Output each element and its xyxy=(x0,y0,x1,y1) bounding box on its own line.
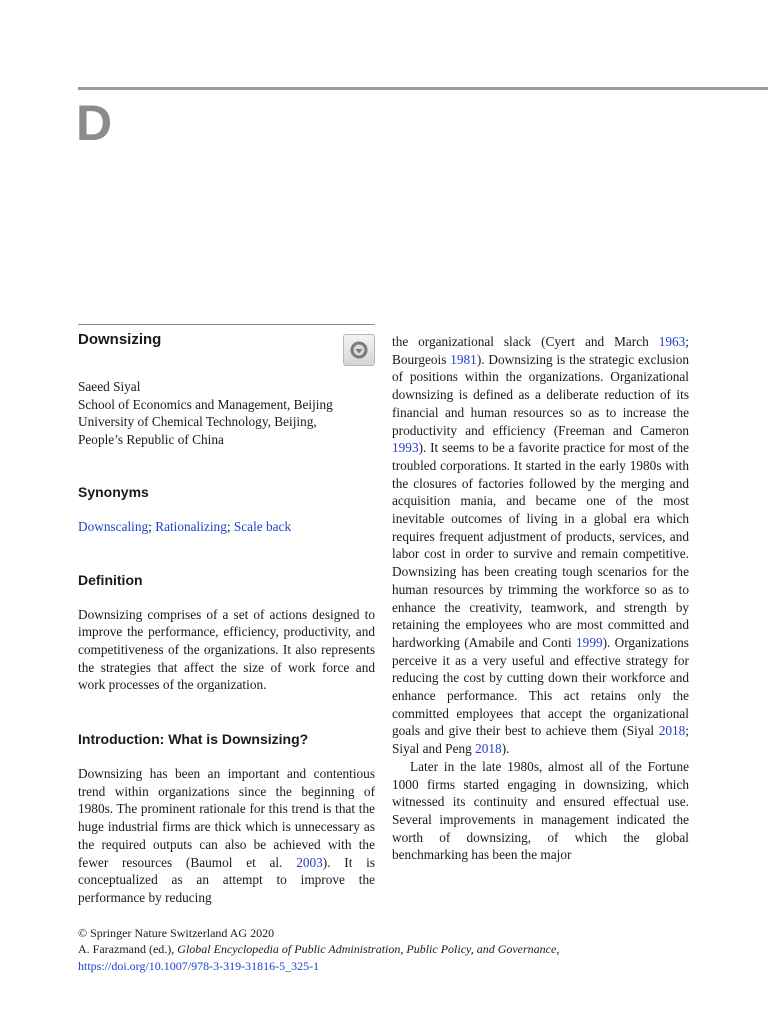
citation-link[interactable]: 1981 xyxy=(450,351,477,367)
affiliation-line: University of Chemical Technology, Beijing, xyxy=(78,414,317,430)
author-name: Saeed Siyal xyxy=(78,379,141,394)
separator: ; xyxy=(226,518,234,534)
definition-text: Downsizing comprises of a set of actions designed to improve the performance, efficiency, productivity, and competitiveness of the organizations. It also represents the strategies that affect the size of work force and work processes of the organization. xyxy=(78,606,375,693)
citation-link[interactable]: 1963 xyxy=(658,334,686,349)
synonyms-list xyxy=(78,518,375,536)
citation-link[interactable]: 2003 xyxy=(296,854,323,870)
doi-link[interactable]: https://doi.org/10.1007/978-3-319-31816-5_325-1 xyxy=(78,958,320,973)
body-paragraph: Later in the late 1980s, almost all of the Fortune 1000 firms started engaging in downsizing, which witnessed its continuity and ensured effectual use. Several improvements in management indicated the worth of downsizing, of which the global benchmarking has been the major xyxy=(392,758,689,863)
entry-rule xyxy=(78,324,375,325)
author-block xyxy=(78,378,375,449)
header-rule xyxy=(78,87,768,90)
definition-heading: Definition xyxy=(78,571,143,588)
introduction-paragraph: Downsizing has been an important and contentious trend within organizations since the beginning of 1980s. The prominent rationale for this trend is that the huge industrial firms are thick which is unnecessary as the required outputs can also be achieved with the fewer resources (Baumol et al. 2003). It is conceptualized as an attempt to improve the performance by reducing xyxy=(78,766,375,905)
synonym-link[interactable]: Rationalizing xyxy=(155,518,227,534)
body-paragraph: the organizational slack (Cyert and March 1963; Bourgeois 1981). Downsizing is the strategic exclusion of positions within the organizations. Organizational downsizing is defined as a deliberate reduction of its financial and human resources so as to increase the productivity and efficiency (Freeman and Cameron 1993). It seems to be a favorite practice for most of the troubled corporations. It started in the early 1980s with the closures of factories followed by the merging and acquisition mania, and became one of the most inevitable outcomes of living in a global era which requires frequent adjustment of products, services, and labor cost in order to survive and remain competitive. Downsizing has been creating tough scenarios for the human resources by trimming the workforce so as to enhance the creativity, teamwork, and strength by retaining the employees who are most committed and hardworking (Amabile and Conti 1999). Organizations perceive it as a very useful and effective strategy for reducing the cost by cutting down their workforce and enhance performance. This act retains only the committed employees that accept the organizational goals and give their best to achieve them (Siyal 2018; Siyal and Peng 2018). xyxy=(392,334,689,757)
separator: ; xyxy=(148,518,156,534)
citation-link[interactable]: 1993 xyxy=(392,440,419,456)
citation-link[interactable]: 1999 xyxy=(576,634,603,650)
chapter-letter: D xyxy=(76,95,113,151)
citation-line: A. Farazmand (ed.), Global Encyclopedia of Public Administration, Public Policy, and Governance, xyxy=(78,942,560,957)
check-for-updates-icon[interactable] xyxy=(343,334,375,366)
citation-link[interactable]: 2018 xyxy=(658,723,686,739)
left-column xyxy=(78,331,375,907)
synonyms-heading: Synonyms xyxy=(78,483,149,500)
synonym-link[interactable]: Scale back xyxy=(233,518,292,534)
synonym-link[interactable]: Downscaling xyxy=(78,518,149,534)
citation-link[interactable]: 2018 xyxy=(475,741,502,757)
copyright-line: © Springer Nature Switzerland AG 2020 xyxy=(78,926,275,940)
page-footer xyxy=(78,925,698,974)
entry-title: Downsizing xyxy=(78,331,162,348)
affiliation-line: School of Economics and Management, Beijing xyxy=(78,396,333,412)
entry-title-row xyxy=(78,331,375,366)
introduction-heading: Introduction: What is Downsizing? xyxy=(78,731,309,748)
book-title: Global Encyclopedia of Public Administration, Public Policy, and Governance xyxy=(177,942,557,957)
affiliation-line: People’s Republic of China xyxy=(78,432,224,448)
right-column xyxy=(392,333,689,864)
